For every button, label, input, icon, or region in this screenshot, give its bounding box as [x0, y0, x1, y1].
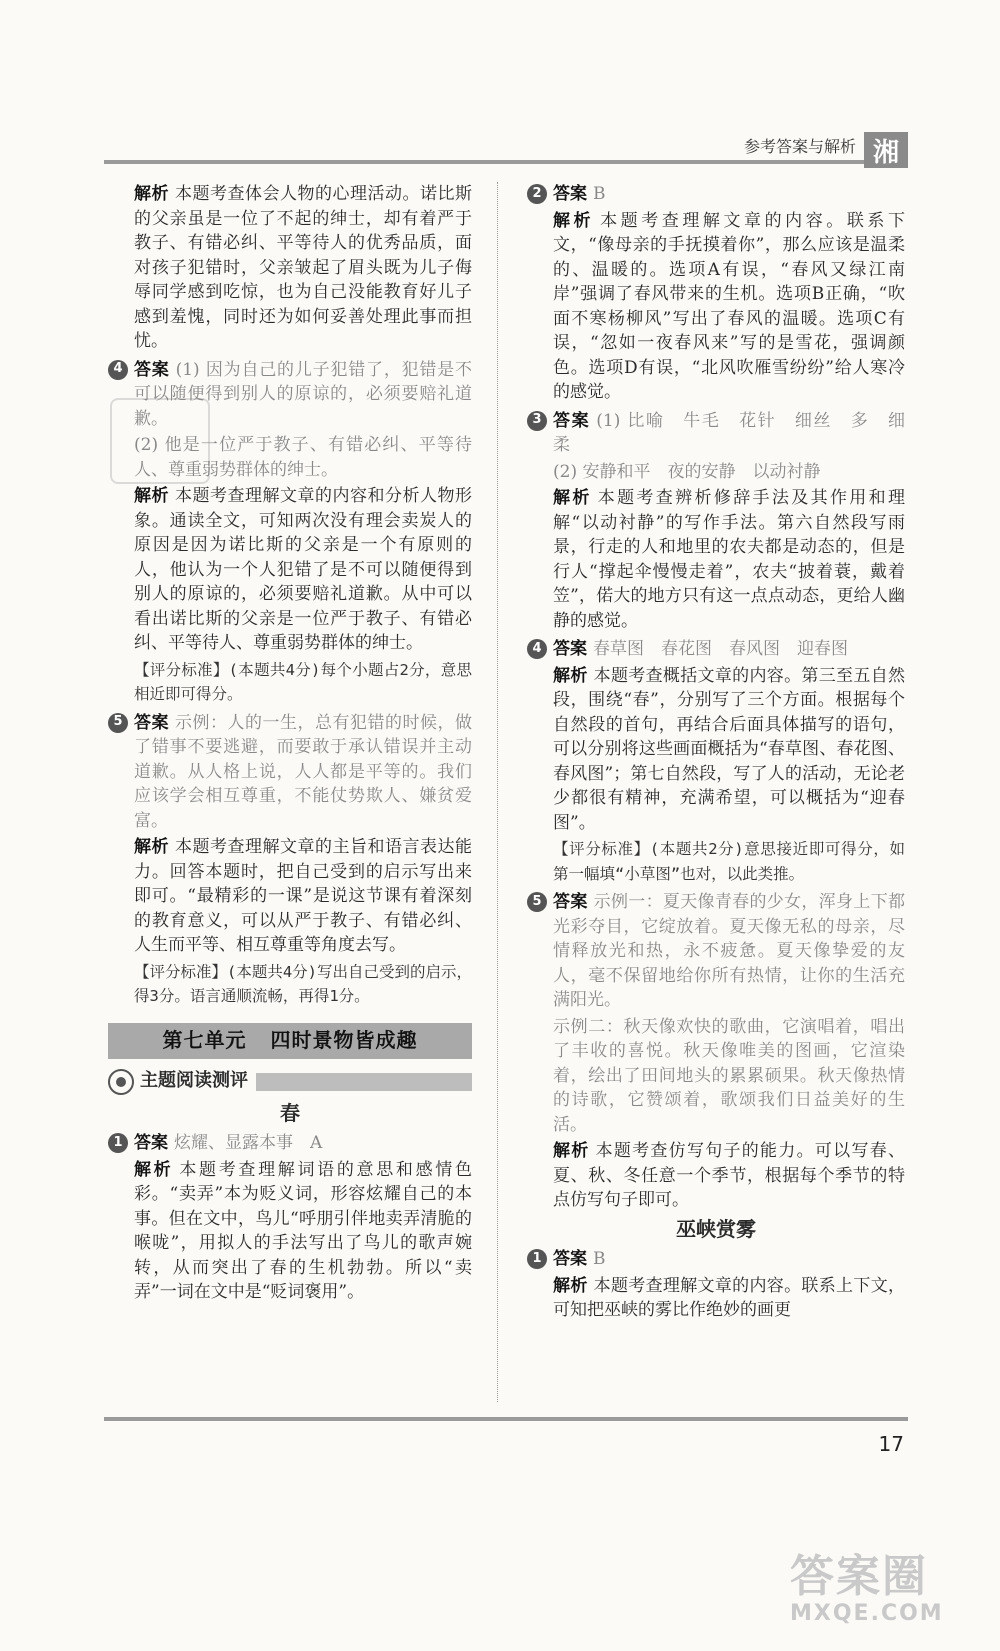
question-number: 5: [527, 892, 547, 912]
section-label: 主题阅读测评: [140, 1070, 248, 1092]
question-number: 5: [108, 713, 128, 733]
left-a1-q1-block: [108, 1131, 472, 1305]
unit-title: 四时景物皆成趣: [270, 1028, 418, 1053]
reading-icon: [108, 1069, 134, 1095]
right-a2-q1-answer: 答案 B: [553, 1249, 606, 1269]
page-number: 17: [878, 1432, 904, 1456]
left-a1-q1-analysis: 解析 本题考查理解词语的意思和感情色彩。“卖弄”本为贬义词，形容炫耀自己的本事。但在文中，鸟儿“呼朋引伴地卖弄清脆的喉咙”，用拟人的手法写出了鸟儿的歌声婉转，从而突出了春的生机勃勃。所以“卖弄”一词在文中是“贬词褒用”。: [134, 1159, 472, 1302]
right-q3-analysis: 解析 本题考查辨析修辞手法及其作用和理解“以动衬静”的写作手法。第六自然段写雨景，行走的人和地里的农夫都是动态的，但是行人“撑起伞慢慢走着”，农夫“披着蓑，戴着笠”，偌大的地方只有这一点点动态，更给人幽静的感觉。: [553, 488, 906, 631]
question-number: 3: [527, 411, 547, 431]
article-title-spring: 春: [280, 1100, 300, 1125]
right-q2-block: [527, 182, 905, 405]
right-q5-analysis: 解析 本题考查仿写句子的能力。可以写春、夏、秋、冬任意一个季节，根据每个季节的特点仿写句子即可。: [553, 1141, 906, 1210]
footer-rule: [104, 1417, 908, 1421]
left-q4-standard: 【评分标准】(本题共4分)每个小题占2分，意思相近即可得分。: [134, 660, 472, 703]
left-q3-analysis-block: [108, 182, 472, 354]
left-q3-analysis: 解析 本题考查体会人物的心理活动。诺比斯的父亲虽是一位了不起的绅士，却有着严于教子、有错必纠、平等待人的优秀品质，面对孩子犯错时，父亲皱起了眉头既为儿子侮辱同学感到吃惊，也为自己没能教育好儿子感到羞愧，同时还为如何妥善处理此事而担忧。: [134, 184, 472, 351]
left-q5-standard: 【评分标准】(本题共4分)写出自己受到的启示，得3分。语言通顺流畅，再得1分。: [134, 962, 472, 1005]
right-column: [527, 182, 923, 1327]
site-watermark-logo: [790, 1553, 960, 1633]
question-number: 1: [108, 1133, 128, 1153]
left-q4-answer: 答案 (1) 因为自己的儿子犯错了，犯错是不可以随便得到别人的原谅的，必须要赔礼道歉。: [134, 359, 473, 429]
left-q4-analysis: 解析 本题考查理解文章的内容和分析人物形象。通读全文，可知两次没有理会卖炭人的原因是因为诺比斯的父亲是一个有原则的人，他认为一个人犯错了是不可以随便得到别人的原谅的，必须要赔礼道歉。从中可以看出诺比斯的父亲是一位严于教子、有错必纠、平等待人、尊重弱势群体的绅士。: [134, 486, 472, 653]
watermark-main: 答案圈: [790, 1551, 928, 1602]
right-q4-answer: 答案 春草图 春花图 春风图 迎春图: [553, 639, 848, 659]
right-q5-answer-2: 示例二：秋天像欢快的歌曲，它演唱着，唱出了丰收的喜悦。秋天像唯美的图画，它渲染着，绘出了田间地头的累累硕果。秋天像热情的诗歌，它赞颂着，歌颂我们日益美好的生活。: [553, 1016, 905, 1135]
question-number: 4: [527, 639, 547, 659]
left-a1-q1-answer: 答案 炫耀、显露本事 A: [134, 1133, 323, 1153]
section-header: [108, 1069, 472, 1095]
question-number: 1: [527, 1249, 547, 1269]
left-q5-analysis: 解析 本题考查理解文章的主旨和语言表达能力。回答本题时，把自己受到的启示写出来即可。“最精彩的一课”是说这节课有着深刻的教育意义，可以从严于教子、有错必纠、人生而平等、相互尊重等角度去写。: [134, 837, 472, 955]
right-a2-q1-block: [527, 1247, 905, 1323]
right-a2-q1-analysis: 解析 本题考查理解文章的内容。联系上下文，可知把巫峡的雾比作绝妙的画更: [553, 1275, 906, 1320]
left-q4-answer-2: (2) 他是一位严于教子、有错必纠、平等待人、尊重弱势群体的绅士。: [134, 435, 472, 480]
right-q3-answer-2: (2) 安静和平 夜的安静 以动衬静: [553, 461, 821, 482]
watermark-url: MXQE.COM: [790, 1601, 944, 1626]
article-title-wuxia: 巫峡赏雾: [676, 1216, 756, 1241]
column-divider: [497, 182, 498, 1402]
left-q5-answer: 答案 示例：人的一生，总有犯错的时候，做了错事不要逃避，而要敢于承认错误并主动道歉。从人格上说，人人都是平等的。我们应该学会相互尊重，不能仗势欺人、嫌贫爱富。: [134, 712, 472, 831]
left-q4-block: [108, 358, 472, 707]
header-badge: 湘: [864, 132, 908, 168]
question-number: 2: [527, 184, 547, 204]
right-q5-block: [527, 890, 905, 1213]
left-column: [108, 182, 472, 1309]
right-q3-answer: 答案 (1) 比喻 牛毛 花针 细丝 多 细 柔: [553, 410, 923, 455]
right-q2-answer: 答案 B: [553, 184, 606, 204]
unit-label: 第七单元: [162, 1028, 247, 1053]
header-title: 参考答案与解析: [743, 137, 856, 156]
right-q4-analysis: 解析 本题考查概括文章的内容。第三至五自然段，围绕“春”，分别写了三个方面。根据每个自然段的首句，再结合后面具体描写的语句，可以分别将这些画面概括为“春草图、春花图、春风图”；第七自然段，写了人的活动，无论老少都很有精神，充满希望，可以概括为“迎春图”。: [553, 665, 906, 833]
analysis-tag: 解析: [134, 184, 169, 204]
right-q5-answer: 答案 示例一：夏天像青春的少女，浑身上下都光彩夺目，它绽放着。夏天像无私的母亲，尽情释放光和热，永不疲惫。夏天像挚爱的友人，毫不保留地给你所有热情，让你的生活充满阳光。: [553, 892, 906, 1010]
right-q3-block: [527, 409, 923, 634]
right-q4-block: [527, 637, 905, 886]
section-bar: [256, 1073, 472, 1091]
header-rule: [104, 160, 864, 164]
question-number: 4: [108, 360, 128, 380]
right-q4-standard: 【评分标准】(本题共2分)意思接近即可得分，如第一幅填“小草图”也对，以此类推。: [553, 840, 905, 883]
unit-banner: [108, 1023, 472, 1059]
left-q5-block: [108, 711, 472, 1009]
right-q2-analysis: 解析 本题考查理解文章的内容。联系下文，“像母亲的手抚摸着你”，那么应该是温柔的、温暖的。选项A有误，“春风又绿江南岸”强调了春风带来的生机。选项B正确，“吹面不寒杨柳风”写出了春风的温暖。选项C有误，“忽如一夜春风来”写的是雪花，强调颜色。选项D有误，“北风吹雁雪纷纷”给人寒冷的感觉。: [553, 210, 905, 402]
